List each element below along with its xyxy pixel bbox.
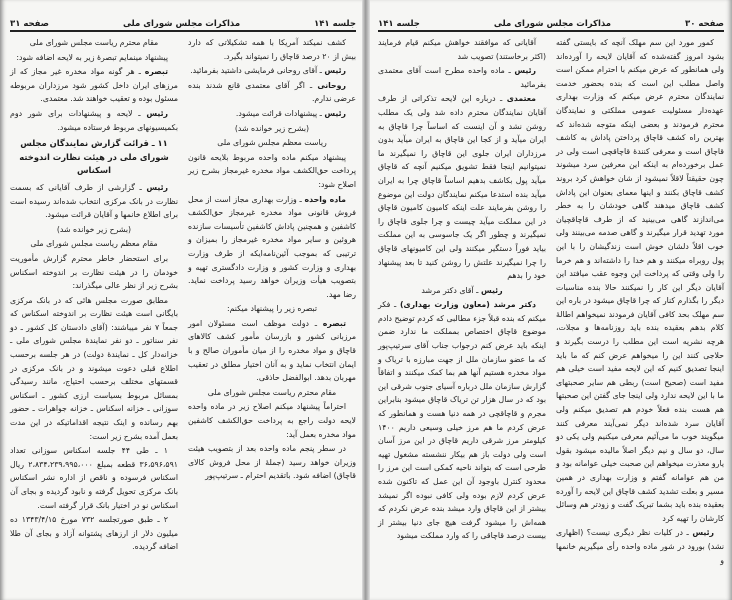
paragraph-text: ـ فکر میکنم که بنده قبلاً جزء مطالبی که کردم توضیح دادم موضوع قاچاق اختصاص بمملکت ما ندارد ضمن اینکه باید عرض کنم درجواب جناب آقای سرتیپ‌پور که ما عضو سازمان ملل از جهت مبارزه با تریاک و مواد مخدره هستیم آنها هم بما کمک میکنند و اتفاقاً گزارش سازمان ملل درباره آسیای جنوب شرقی این بود که در سال هزار تن تریاک قاچاق میشود بنابراین مجرم و قاچاقچی در همه دنیا هست و همانطور که عرض کردم ما هم مرز خیلی وسیعی داریم ۱۴۰۰ کیلومتر مرز شرقی داریم قاچاق در این مرز آسان است ولی دولت باز هم بیکار ننشسته مشغول تهیه طرحی است که بتواند ناحیه کمکی است این مرز را محدود کنترل باوجود آن این عمل که تاکنون شده عرض کردم لازم بوده ولی کافی نبوده اگر نمیشد بیشتر از این قاچاق وارد میشد بنده عرض نکردم که همه‌اش را میشود گرفت هیچ جای دنیا بیشتر از بیست درصد قاچاقی را که وارد مملکت میشود	[378, 300, 546, 541]
paragraph-text: (بشرح زیر خوانده شد)	[56, 224, 132, 234]
speaker-name: رئیس	[146, 182, 168, 192]
session-number: جلسه ۱۴۱	[378, 19, 420, 29]
page-header	[10, 17, 356, 32]
paragraph	[10, 513, 178, 554]
paragraph	[188, 122, 356, 136]
paragraph-text: ـ درباره این لایحه تذکراتی از طرف آقایان نمایندگان محترم داده شد ولی یک مطلب روشن نشد و آن اینست که اساساً چرا قاچاق به ایران میآید و از کجا این قاچاق به ایران میآید بدون مرزداران ایران جلوی این قاچاق را نمیگیرند ما نمیتوانیم اینجا فقط تشویق میکنیم آنچه که قاچاق میآید پول بکاشف بدهیم اساساً قاچاق چرا به ایران میآید بنده استدعا میکنم نمایندگان دولت این موضوع را روشن بفرمایند علت اینکه کامیون کامیون قاچاق در این مملکت میآید چیست و چرا جلوی قاچاق را نمیگیرند و چطور اگر یک جاسوسی به این مملکت بیاید فوراً دستگیر میکنند ولی این کامیونهای قاچاق را چرا نمیگیرند علتش را روشن کنید تا بعد پیشنهاد خود را بدهم	[378, 94, 546, 281]
section-heading	[10, 137, 178, 178]
column-right	[188, 36, 356, 555]
paragraph-text: در سطر پنجم ماده واحده بعد از بتصویب هیئت وزیران خواهد رسید (جملهٔ از محل فروش کالای قاچاق) اضافه شود. باتقدیم احترام ـ سرتیپ‌پور	[188, 444, 356, 481]
paragraph-text: ـ لایحه و پیشنهادات برای شور دوم بکمیسیونهای مربوط فرستاده میشود.	[10, 108, 178, 132]
paragraph-text: ریاست معظم مجلس شورای ملی	[217, 138, 327, 148]
paragraph-text: ـ آقای دکتر مرشد	[421, 285, 479, 295]
paragraph	[10, 223, 178, 237]
paragraph-text: برای استحضار خاطر محترم گزارش مأموریت خودمان را در هیئت نظارت بر اندوخته اسکناس بشرح زیر از نظر عالی میگذراند:	[10, 253, 178, 291]
paragraph	[10, 51, 178, 65]
paragraph	[188, 302, 356, 316]
paragraph	[188, 442, 356, 483]
session-number: جلسه ۱۴۱	[314, 19, 356, 29]
paragraph-text: کشف نمیکند آمریکا با همه تشکیلاتی که دارد بیش از ۲۰ درصد قاچاق را نمیتواند بگیرد.	[188, 38, 356, 61]
paragraph-text: مقام محترم ریاست مجلس شورای ملی	[207, 387, 337, 397]
paragraph	[188, 193, 356, 302]
paragraph	[188, 64, 356, 78]
paragraph-text: ـ آقای روحانی فرمایشی داشتید بفرمائید.	[190, 66, 322, 76]
paragraph	[10, 294, 178, 444]
paragraph	[378, 284, 546, 298]
paragraph-text: ـ پیشنهادات قرائت میشود.	[235, 108, 322, 118]
paragraph	[378, 92, 546, 282]
paragraph	[188, 400, 356, 441]
paragraph-text: (بشرح زیر خوانده شد)	[234, 123, 310, 133]
text-columns	[378, 36, 724, 568]
paragraph-text: تبصره زیر را پیشنهاد میکنم:	[226, 304, 318, 314]
paragraph-text: پیشنهاد مینمایم تبصرهٔ زیر به لایحه اضافه شود:	[16, 52, 168, 62]
speaker-name: معتمدی	[506, 94, 536, 104]
paragraph	[378, 64, 546, 91]
paragraph	[10, 252, 178, 293]
paragraph-text: پیشنهاد میکنم ماده واحده مربوط بلایحه قانون پرداخت حق‌الکشف مواد مخدره غیرمجاز بشرح زیر اصلاح شود:	[188, 152, 356, 189]
paragraph	[188, 386, 356, 400]
paragraph-text: کمور مورد این سم مهلک آنچه که بایستی گفته بشود امروز گفته‌شده که آقایان لایحه را آورده‌اند ولی همانطور که عرض میکنم با احترام ممکن است واصل مطلب این است که بنده بحضور خدمت نمایندگان محترم عرض میکنم که وزارت بهداری عهده‌دار مسئولیت عمومی مملکتی و نمایندگان محترم فرمودند و بعضی اینکه متوجه شده‌اند که بهترین راه کشف قاچاق پرداختن پاداش به کاشف قاچاق است و معرفی کنندهٔ قاچاقچی است ولی در عمل برخورده‌ام به اینکه این معرفین سرد میشوند چون حقیقتاً لاقلاً نمیشود از شان خواهش کرد بروند کشف قاچاق بکنند و اینها معمای بعنوان این پاداش کشف قاچاق میدهند گاهی خودشان را به خطر می‌اندازند گاهی می‌بینید که از طرف قاچاقچیان مورد تهدید قرار میگیرند و گاهی صدمه می‌بینند ولی خوب اقلاً دلشان خوش است زندگیشان را با این پول روبراه میکنند و هم خدا را داشته‌اند و هم خرما را ولی وقتی که پرداخت این وجوه عقب میافتد این آقایان دیگر این کار را نمیکنند حالا بنده مناسبات دیگر را بگذارم کنار که چرا قاچاق میشود در باره این سم مهلک بحد کافی آقایان فرمودند نمیخواهم اطالهٔ کلام بدهم بعقیده بنده باید روزنامه‌ها و مجلات، هرچه نشریه است این مطلب را درست بگیرند و حلاجی کنند این را میخواهم عرض کنم که ما باید اینجا تصدیق کنیم که این لایحه مفید است خیلی هم مفید است (صحیح است) ربطی هم سایر صحبتهای ما با این لایحه ندارد ولی اینجا جای گفتن این صحبتها هم هست بنده فعلاً خودم هم تصدیق میکنم ولی آقایان سرد شده‌اند دیگر نمی‌آیند معرفی کنند میگویند خوب ما می‌آئیم معرفی میکنیم ولی یکی دو سال، دو سال و نیم دیگر اصلاً مالیده میشود بقول یارو معذرت میخواهم این صحبت خیلی عوامانه بود و من هم عوامانه گفتم و وزارت بهداری در همین مسیر و بعلت تشدید کشف قاچاق این لایحه را آورده بعقیده بنده باید بشما تبریک گفت و زودتر هم وسائل کارشان را تهیه کرد	[556, 38, 724, 523]
paragraph-text: ـ اگر آقای معتمدی قانع شدند بنده عرضی ندارم.	[188, 80, 356, 104]
column-left	[10, 36, 178, 555]
paragraph	[188, 36, 356, 63]
speaker-name: رئیس	[324, 108, 346, 118]
page-number: صفحه ۳۰	[685, 19, 724, 29]
speaker-name: رئیس	[514, 66, 536, 76]
paragraph-text: ـ گزارشی از طرف آقایانی که بسمت نظارت در بانک مرکزی انتخاب شده‌اند رسیده است برای اطلاع خانمها و آقایان قرائت میشود.	[10, 182, 178, 220]
speaker-name: رئیس	[692, 528, 715, 538]
page-30	[368, 0, 732, 600]
speaker-name: ماده واحده	[304, 194, 346, 204]
paragraph-text: ـ دولت موظف است مسئولان امور مرزبانی کشور و بازرسان مأمور کشف کالاهای قاچاق و مواد مخدره را از میان مأموران صالح و با ایمان انتخاب نماید و به آنان اختیار مطلق در تعقیب مهربان بدهد. ابوالفضل حاذقی.	[188, 318, 356, 383]
paragraph	[556, 36, 724, 525]
paragraph-text: ۱ ـ طی ۴۴ جلسه اسکناس سوزانی تعداد ۳۶،۵۹۶،۵۹۱ قطعه بمبلغ ۲،۸۳۴،۲۳۹،۹۹۵،۰۰۰ ریال اسکناس فرسوده و ناقص از اداره نشر اسکناس بانک مرکزی تحویل گرفته و نابود گردیده و بجای آن اسکناس نو در اختیار بانک قرار گرفته است.	[10, 446, 178, 510]
running-title: مذاکرات مجلس شورای ملی	[122, 19, 241, 29]
paragraph	[556, 526, 724, 567]
paragraph	[10, 107, 178, 134]
paragraph-text: آقایانی که موافقند خواهش میکنم قیام فرمایند (اکثر برخاستند) تصویب شد	[378, 38, 546, 61]
speaker-name: تبصره	[322, 318, 346, 328]
paragraph	[188, 107, 356, 121]
paragraph-text: ـ ماده واحده مطرح است آقای معتمدی بفرمائید	[378, 66, 546, 89]
running-title: مذاکرات مجلس شورای ملی	[493, 19, 612, 29]
paragraph	[10, 36, 178, 50]
column-right	[556, 36, 724, 568]
page-number: صفحه ۳۱	[10, 19, 49, 29]
paragraph	[378, 36, 546, 63]
paragraph	[10, 65, 178, 106]
paragraph-text: مطابق صورت مجلس هائی که در بانک مرکزی بایگانی است هیئت نظارت بر اندوخته اسکناس که جمعاً ۷ نفر میباشند: (آقای دادستان کل کشور ـ دو نفر سناتور ـ دو نفر نمایندهٔ مجلس شورای ملی ـ خزانه‌دار کل ـ نمایندهٔ دولت) در هر جلسه برحسب اطلاع قبلی دعوت میشوند و در بانک مرکزی در قسمتهای مختلف برحسب احتیاج، مانند رسیدگی بمسائل مربوط بسیاست ارزی کشور ـ اسکناس سوزانی ـ خزانه اسکناس ـ خزانه جواهرات ـ حضور بهم رسانده و اینک نتیجه اقداماتیکه در این مدت بعمل آمده بشرح زیر است:	[10, 295, 178, 441]
paragraph-text: ۲ ـ طبق صورتجلسه ۷۳۲ مورخ ۱۳۴۳/۴/۱۵ ده میلیون دلار از ارزهای پشتوانه آزاد و بجای آن طلا اضافه گردیده.	[10, 515, 178, 552]
speaker-name: روحانی	[317, 80, 347, 90]
paragraph	[188, 317, 356, 385]
text-columns	[10, 36, 356, 555]
book-spine	[362, 0, 370, 600]
paragraph-text: احتراماً پیشنهاد میکنم اصلاح زیر در ماده واحده لایحه دولت راجع به پرداخت حق‌الکشف کاشفین مواد مخدره بعمل آید:	[188, 402, 356, 439]
speaker-name: دکتر مرشد (معاون وزارت بهداری)	[399, 300, 536, 310]
paragraph	[188, 151, 356, 192]
paragraph-text: ـ در کلیات نظر دیگری نیست؟ (اظهاری نشد) بورود در شور ماده واحده رأی میگیریم خانمها و	[556, 528, 724, 565]
paragraph-text: ـ وزارت بهداری مجاز است از محل فروش قانونی مواد مخدره غیرمجاز حق‌الکشف کاشفین و همچنین پاداش کاشفین تأسیسات سازنده هروئین و سایر مواد مخدره غیرمجاز را بمیزان و ترتیبی که بموجب آئین‌نامه‌ایکه از طرف وزارت بهداری و وزارت کشور و وزارت دادگستری تهیه و بتصویب هیأت وزیران خواهد رسید پرداخت نماید. رضا مهد.	[188, 194, 356, 299]
column-left	[378, 36, 546, 568]
paragraph-text: ۱۱ ـ قرائت گزارش نمایندگان مجلس شورای ملی در هیئت نظارت اندوخته اسکناس	[19, 138, 169, 176]
paragraph	[188, 79, 356, 106]
speaker-name: تبصره	[144, 67, 169, 77]
speaker-name: رئیس	[480, 285, 503, 295]
speaker-name: رئیس	[146, 108, 168, 118]
paragraph	[10, 237, 178, 251]
page-header	[378, 17, 724, 32]
paragraph	[378, 298, 546, 543]
speaker-name: رئیس	[324, 66, 346, 76]
page-31	[0, 0, 364, 600]
paragraph-text: ـ هر گونه مواد مخدره غیر مجاز که از مرزهای ایران داخل کشور شود مرزداران مربوطه مسئول بوده و تعقیب خواهند شد. معتمدی.	[10, 67, 178, 104]
paragraph-text: مقام محترم ریاست مجلس شورای ملی	[29, 38, 159, 47]
paragraph	[10, 444, 178, 512]
paragraph	[10, 181, 178, 222]
paragraph-text: مقام معظم ریاست مجلس شورای ملی	[30, 239, 158, 249]
paragraph	[188, 136, 356, 150]
